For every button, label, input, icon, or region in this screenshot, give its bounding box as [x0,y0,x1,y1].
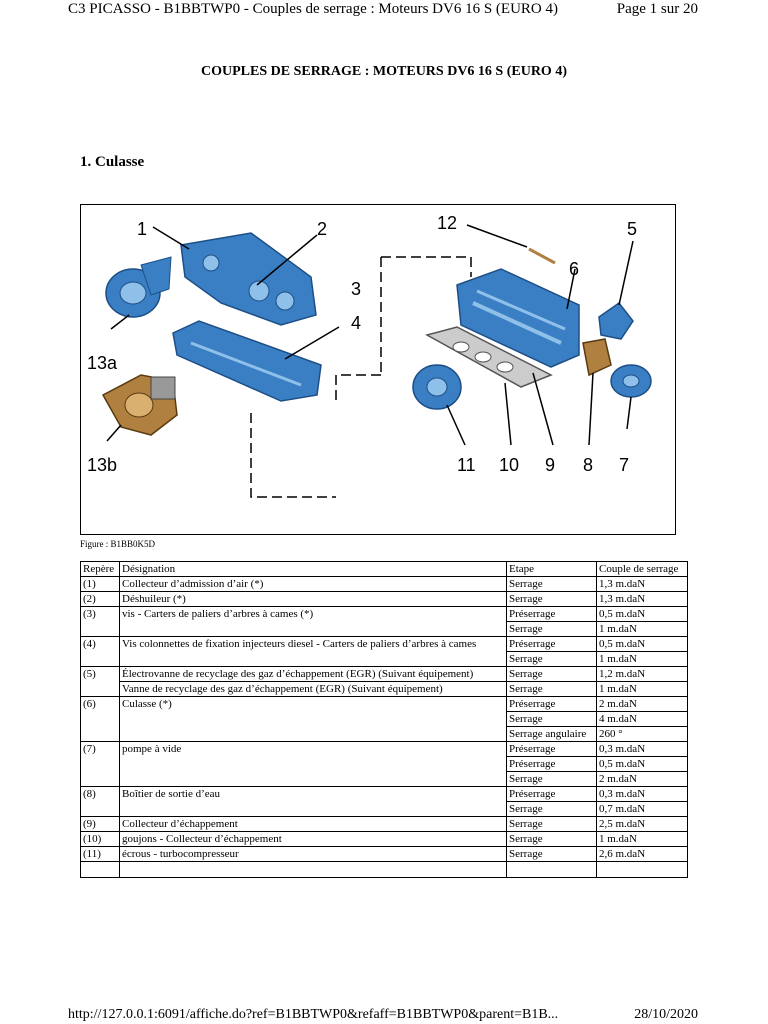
etape-cell: Préserrage [507,787,597,802]
etape-cell: Serrage [507,847,597,862]
torque-table [80,561,688,878]
designation-cell: goujons - Collecteur d’échappement [120,832,507,847]
glow-plug-part [529,249,555,263]
repere-cell: (8) [81,787,120,817]
etape-cell: Serrage [507,682,597,697]
callout-11: 11 [457,455,476,475]
etape-cell: Serrage [507,817,597,832]
table-row [81,637,688,652]
repere-cell: (2) [81,592,120,607]
header-etape: Etape [507,562,597,577]
couple-cell: 1 m.daN [597,832,688,847]
couple-cell: 260 ° [597,727,688,742]
designation-cell: Déshuileur (*) [120,592,507,607]
couple-cell: 0,5 m.daN [597,607,688,622]
repere-cell [81,862,120,878]
couple-cell: 1 m.daN [597,652,688,667]
couple-cell: 1,3 m.daN [597,592,688,607]
couple-cell: 1,3 m.daN [597,577,688,592]
repere-cell: (9) [81,817,120,832]
designation-cell: Collecteur d’admission d’air (*) [120,577,507,592]
table-row [81,577,688,592]
callout-10: 10 [499,455,520,475]
etape-cell: Préserrage [507,697,597,712]
couple-cell: 2,6 m.daN [597,847,688,862]
couple-cell: 1 m.daN [597,622,688,637]
callout-2: 2 [317,219,328,239]
designation-cell [120,862,507,878]
designation-cell: écrous - turbocompresseur [120,847,507,862]
camshaft-carrier-part [173,321,321,401]
couple-cell: 1 m.daN [597,682,688,697]
footer-date: 28/10/2020 [634,1007,698,1022]
page-number: Page 1 sur 20 [616,1,698,17]
repere-cell: (3) [81,607,120,637]
couple-cell: 0,3 m.daN [597,742,688,757]
page-footer [68,1007,698,1023]
page-header [68,0,698,18]
callout-13b: 13b [87,455,118,475]
designation-cell: Culasse (*) [120,697,507,742]
couple-cell: 2,5 m.daN [597,817,688,832]
header-repere: Repère [81,562,120,577]
couple-cell: 1,2 m.daN [597,667,688,682]
etape-cell: Serrage [507,622,597,637]
etape-cell: Serrage [507,772,597,787]
couple-cell: 2 m.daN [597,772,688,787]
table-row [81,817,688,832]
callout-7: 7 [619,455,630,475]
intake-manifold-part [181,233,316,325]
etape-cell: Serrage [507,667,597,682]
turbocharger-part [106,257,171,317]
table-row [81,862,688,878]
repere-cell: (6) [81,697,120,742]
designation-cell: Vanne de recyclage des gaz d’échappement (EGR) (Suivant équipement) [120,682,507,697]
egr-valve-part [599,303,633,339]
footer-url: http://127.0.0.1:6091/affiche.do?ref=B1BBTWP0&refaff=B1BBTWP0&parent=B1B... [68,1007,559,1022]
water-outlet-part [583,339,611,375]
designation-cell: vis - Carters de paliers d’arbres à cames (*) [120,607,507,637]
header-couple: Couple de serrage [597,562,688,577]
callout-4: 4 [351,313,362,333]
etape-cell: Préserrage [507,757,597,772]
repere-cell: (7) [81,742,120,787]
repere-cell: (1) [81,577,120,592]
exploded-view-diagram [81,205,676,535]
vacuum-pump-part [611,365,651,397]
table-row [81,742,688,757]
figure-caption: Figure : B1BB0K5D [80,539,156,549]
etape-cell: Serrage [507,592,597,607]
couple-cell: 0,3 m.daN [597,787,688,802]
document-title: COUPLES DE SERRAGE : MOTEURS DV6 16 S (EURO 4) [201,64,567,79]
etape-cell: Préserrage [507,637,597,652]
header-title: C3 PICASSO - B1BBTWP0 - Couples de serrage : Moteurs DV6 16 S (EURO 4) [68,1,558,17]
repere-cell: (11) [81,847,120,862]
section-heading: 1. Culasse [80,154,145,170]
table-row [81,682,688,697]
designation-cell: Électrovanne de recyclage des gaz d’échappement (EGR) (Suivant équipement) [120,667,507,682]
callout-13a: 13a [87,353,118,373]
couple-cell: 4 m.daN [597,712,688,727]
etape-cell: Préserrage [507,742,597,757]
couple-cell: 0,7 m.daN [597,802,688,817]
callout-8: 8 [583,455,594,475]
repere-cell: (10) [81,832,120,847]
callout-1: 1 [137,219,148,239]
etape-cell: Serrage [507,712,597,727]
table-row [81,847,688,862]
designation-cell: Collecteur d’échappement [120,817,507,832]
etape-cell: Serrage [507,832,597,847]
turbo-housing-part [413,365,461,409]
table-row [81,832,688,847]
etape-cell: Préserrage [507,607,597,622]
turbo-manifold-part [103,375,177,435]
repere-cell: (5) [81,667,120,697]
etape-cell [507,862,597,878]
header-designation: Désignation [120,562,507,577]
table-row [81,607,688,622]
table-row [81,667,688,682]
table-header-row [81,562,688,577]
designation-cell: Boîtier de sortie d’eau [120,787,507,817]
callout-12: 12 [437,213,458,233]
repere-cell: (4) [81,637,120,667]
callout-9: 9 [545,455,556,475]
table-row [81,697,688,712]
table-row [81,592,688,607]
callout-6: 6 [569,259,580,279]
engine-parts-figure [80,204,676,535]
etape-cell: Serrage angulaire [507,727,597,742]
table-row [81,787,688,802]
couple-cell: 2 m.daN [597,697,688,712]
couple-cell: 0,5 m.daN [597,637,688,652]
couple-cell: 0,5 m.daN [597,757,688,772]
etape-cell: Serrage [507,652,597,667]
etape-cell: Serrage [507,577,597,592]
callout-5: 5 [627,219,638,239]
etape-cell: Serrage [507,802,597,817]
callout-3: 3 [351,279,362,299]
couple-cell [597,862,688,878]
designation-cell: pompe à vide [120,742,507,787]
designation-cell: Vis colonnettes de fixation injecteurs diesel - Carters de paliers d’arbres à cames [120,637,507,667]
